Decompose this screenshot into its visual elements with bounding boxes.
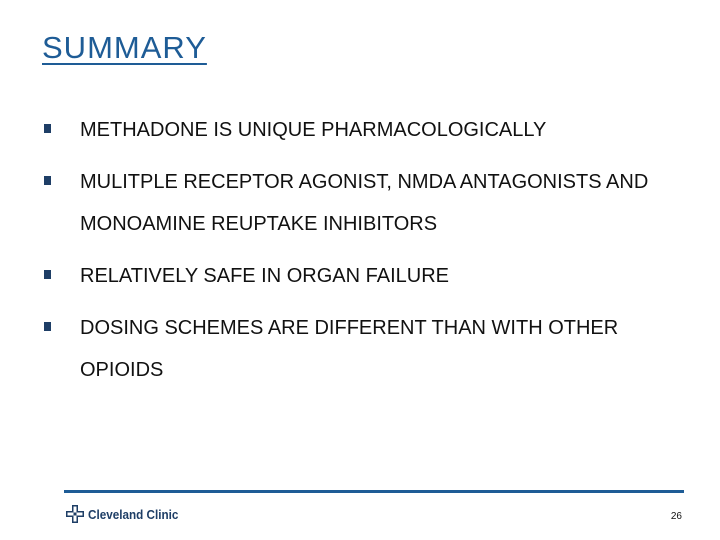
page-number: 26 (670, 511, 682, 522)
bullet-list (44, 109, 694, 401)
bullet-text: DOSING SCHEMES ARE DIFFERENT THAN WITH OTHER OPIOIDS (80, 317, 619, 381)
footer-divider (64, 490, 684, 493)
bullet-item (44, 109, 694, 151)
square-bullet-icon (44, 270, 51, 279)
bullet-item (44, 161, 694, 245)
bullet-text: MULITPLE RECEPTOR AGONIST, NMDA ANTAGONISTS AND MONOAMINE REUPTAKE INHIBITORS (80, 171, 649, 235)
cleveland-clinic-logo (66, 504, 188, 524)
bullet-text: METHADONE IS UNIQUE PHARMACOLOGICALLY (80, 119, 547, 141)
bullet-item (44, 255, 694, 297)
square-bullet-icon (44, 124, 51, 133)
square-bullet-icon (44, 176, 51, 185)
slide-title: SUMMARY (42, 30, 207, 65)
square-bullet-icon (44, 322, 51, 331)
bullet-item (44, 307, 694, 391)
cleveland-clinic-cross-icon (66, 505, 84, 523)
bullet-text: RELATIVELY SAFE IN ORGAN FAILURE (80, 265, 449, 287)
logo-wordmark: Cleveland Clinic (88, 506, 179, 522)
